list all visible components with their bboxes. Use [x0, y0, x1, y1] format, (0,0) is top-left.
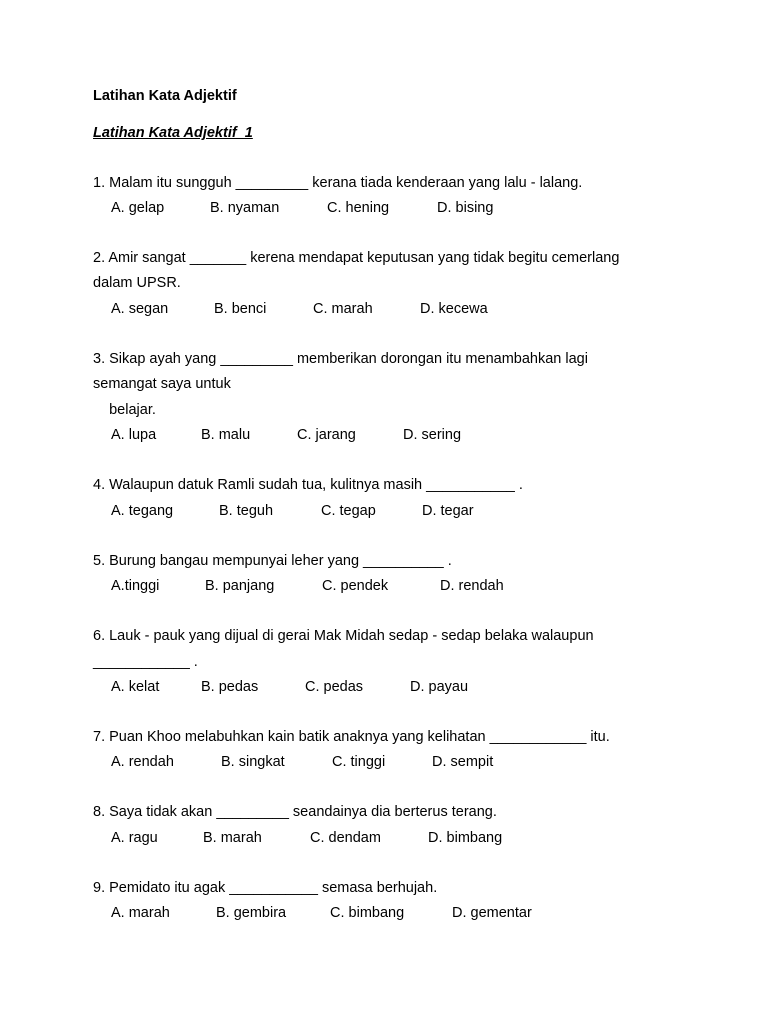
- option-c: C. pendek: [322, 578, 389, 594]
- option-a: A. marah: [111, 905, 170, 921]
- option-b: B. malu: [201, 427, 251, 443]
- option-d: D. payau: [410, 679, 469, 695]
- option-b: B. singkat: [221, 754, 285, 770]
- option-c: C. marah: [313, 301, 373, 317]
- page-title: Latihan Kata Adjektif: [93, 88, 237, 104]
- option-b: B. nyaman: [210, 200, 280, 216]
- option-a: A.tinggi: [111, 578, 160, 594]
- question-text: 5. Burung bangau mempunyai leher yang __________ .: [93, 553, 452, 569]
- option-b: B. gembira: [216, 905, 287, 921]
- option-c: C. tegap: [321, 503, 376, 519]
- option-d: D. sempit: [432, 754, 494, 770]
- option-d: D. kecewa: [420, 301, 488, 317]
- option-a: A. segan: [111, 301, 169, 317]
- option-b: B. marah: [203, 830, 262, 846]
- option-d: D. gementar: [452, 905, 532, 921]
- option-b: B. pedas: [201, 679, 259, 695]
- question-text: 4. Walaupun datuk Ramli sudah tua, kulitnya masih ___________ .: [93, 477, 523, 493]
- option-d: D. bimbang: [428, 830, 503, 846]
- option-c: C. dendam: [310, 830, 381, 846]
- option-c: C. bimbang: [330, 905, 405, 921]
- question-text: 3. Sikap ayah yang _________ memberikan dorongan itu menambahkan lagi: [93, 351, 588, 367]
- option-d: D. tegar: [422, 503, 474, 519]
- option-b: B. benci: [214, 301, 267, 317]
- question-text: 2. Amir sangat _______ kerena mendapat keputusan yang tidak begitu cemerlang: [93, 250, 620, 266]
- question-text: 9. Pemidato itu agak ___________ semasa berhujah.: [93, 880, 438, 896]
- option-b: B. panjang: [205, 578, 275, 594]
- exercise-subtitle: Latihan Kata Adjektif 1: [93, 125, 253, 141]
- option-b: B. teguh: [219, 503, 274, 519]
- option-c: C. hening: [327, 200, 390, 216]
- option-a: A. ragu: [111, 830, 158, 846]
- question-text-continued: dalam UPSR.: [93, 275, 181, 291]
- question-text: 7. Puan Khoo melabuhkan kain batik anaknya yang kelihatan ____________ itu.: [93, 729, 610, 745]
- option-d: D. sering: [403, 427, 462, 443]
- option-c: C. jarang: [297, 427, 356, 443]
- question-text-continued: belajar.: [93, 402, 156, 418]
- option-d: D. rendah: [440, 578, 504, 594]
- question-text: 1. Malam itu sungguh _________ kerana tiada kenderaan yang lalu - lalang.: [93, 175, 583, 191]
- option-a: A. lupa: [111, 427, 157, 443]
- option-a: A. kelat: [111, 679, 160, 695]
- question-text-continued: ____________ .: [93, 654, 198, 670]
- question-text: 8. Saya tidak akan _________ seandainya dia berterus terang.: [93, 804, 497, 820]
- question-text: 6. Lauk - pauk yang dijual di gerai Mak Midah sedap - sedap belaka walaupun: [93, 628, 594, 644]
- option-c: C. tinggi: [332, 754, 386, 770]
- option-a: A. rendah: [111, 754, 174, 770]
- question-text-continued: semangat saya untuk: [93, 376, 231, 392]
- option-c: C. pedas: [305, 679, 364, 695]
- option-a: A. tegang: [111, 503, 174, 519]
- option-d: D. bising: [437, 200, 494, 216]
- option-a: A. gelap: [111, 200, 165, 216]
